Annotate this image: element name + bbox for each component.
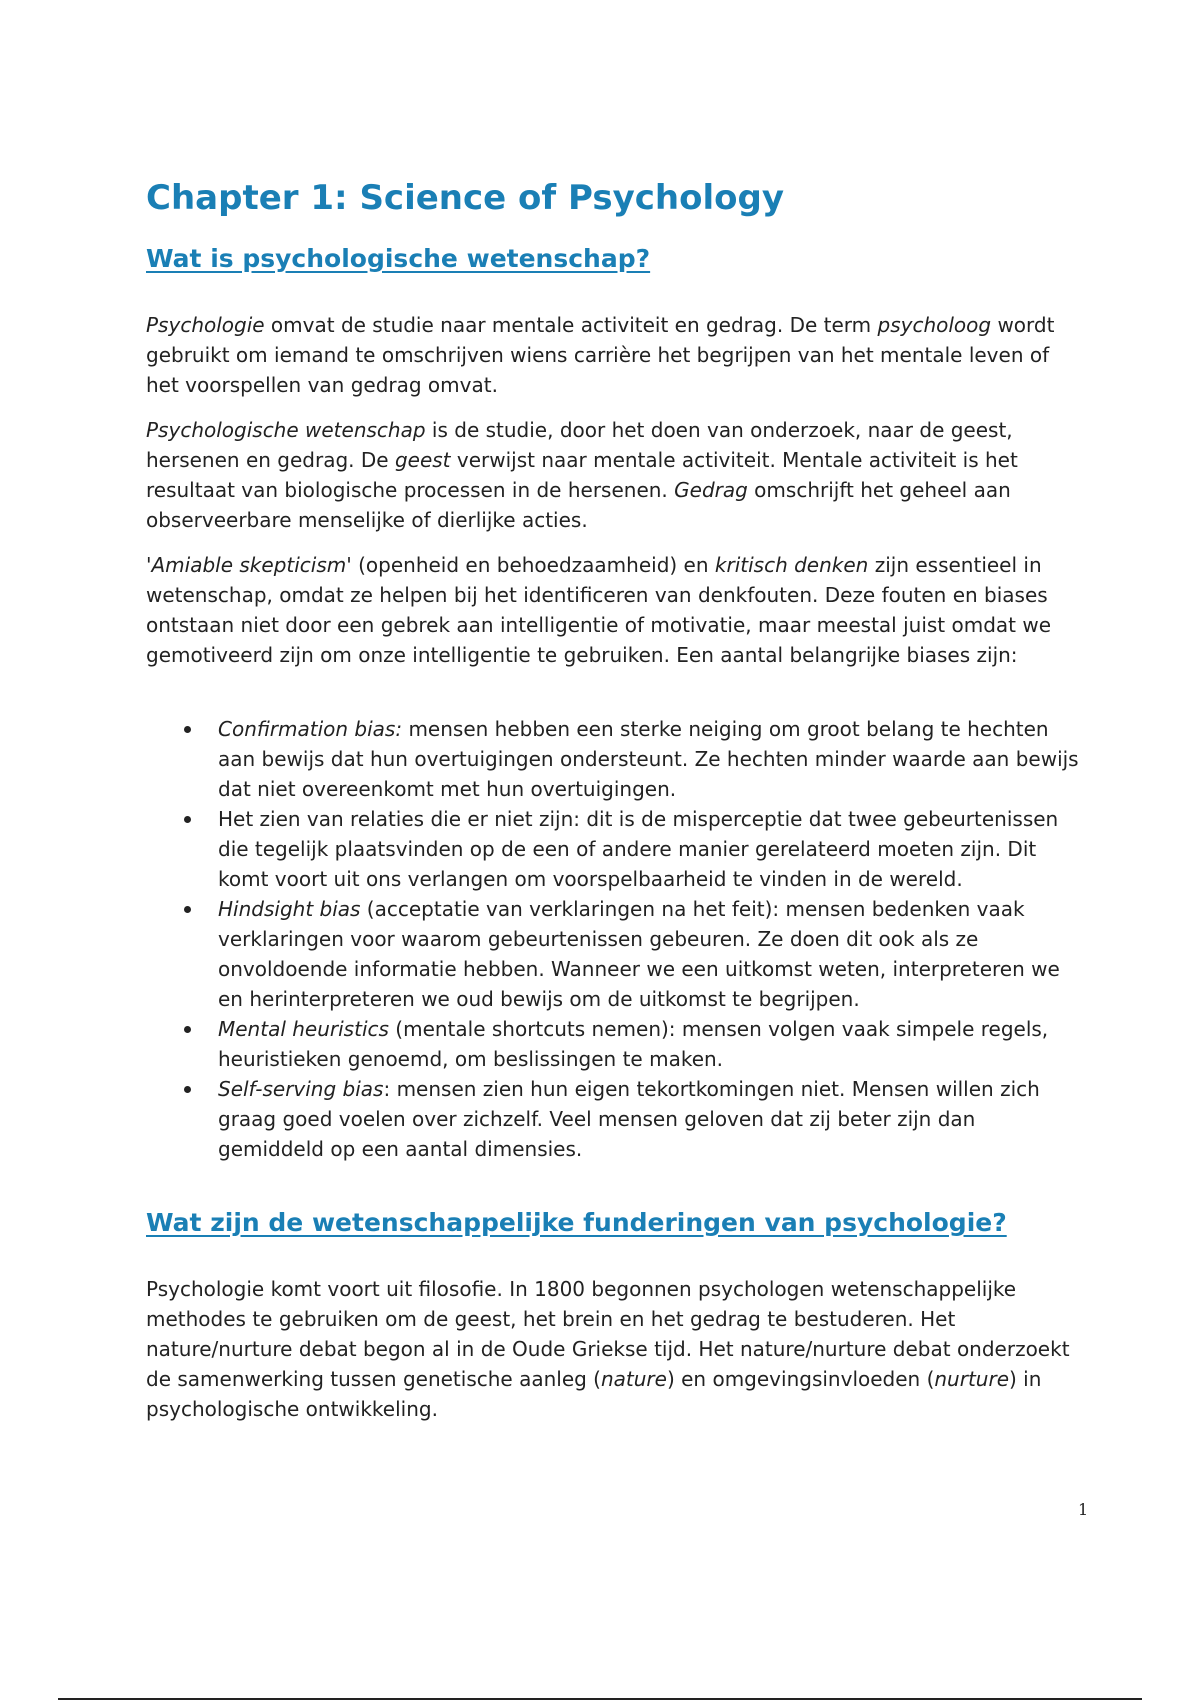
text-run: Psychologie komt voort uit filosofie. In 1800 begonnen psychologen wetenschappelijke methodes te gebruiken om de geest, het brein en het gedrag te bestuderen. Het nature/nurture debat begon al in de Oude Griekse tijd. Het nature/nurture debat onderzoekt de samenwerking tussen genetische aanleg ( xyxy=(146,1277,1070,1391)
bullet-icon xyxy=(184,816,191,823)
bullet-text: (acceptatie van verklaringen na het feit): mensen bedenken vaak verklaringen voor waarom gebeurtenissen gebeuren. Ze doen dit ook als ze onvoldoende informatie hebben. Wanneer we een uitkomst weten, interpreteren we en herinterpreteren we oud bewijs om de uitkomst te begrijpen. xyxy=(218,897,1060,1011)
list-item xyxy=(146,804,1086,894)
page-number: 1 xyxy=(1078,1500,1089,1519)
paragraph-amiable-skepticism xyxy=(146,550,1086,670)
section-heading-wetenschappelijke-funderingen: Wat zijn de wetenschappelijke funderingen van psychologie? xyxy=(146,1208,1007,1237)
bullet-text: mensen hebben een sterke neiging om groot belang te hechten aan bewijs dat hun overtuigingen ondersteunt. Ze hechten minder waarde aan bewijs dat niet overeenkomt met hun overtuigingen. xyxy=(218,717,1079,801)
paragraph-psychologie xyxy=(146,310,1086,400)
list-item xyxy=(146,894,1086,1014)
bullet-text: (mentale shortcuts nemen): mensen volgen vaak simpele regels, heuristieken genoemd, om beslissingen te maken. xyxy=(218,1017,1049,1071)
text-run: wordt gebruikt om iemand te omschrijven wiens carrière het begrijpen van het mentale leven of het voorspellen van gedrag omvat. xyxy=(146,313,1055,397)
text-run: ) in psychologische ontwikkeling. xyxy=(146,1367,1042,1421)
text-run: omschrijft het geheel aan observeerbare menselijke of dierlijke acties. xyxy=(146,478,1011,532)
term-psychologie: Psychologie xyxy=(146,313,265,337)
bullet-term: Self-serving bias xyxy=(218,1077,384,1101)
term-kritisch-denken: kritisch denken xyxy=(714,553,869,577)
list-item xyxy=(146,1074,1086,1164)
bullet-term: Mental heuristics xyxy=(218,1017,389,1041)
bullet-term: Hindsight bias xyxy=(218,897,361,921)
section-heading-psychologische-wetenschap: Wat is psychologische wetenschap? xyxy=(146,244,651,273)
text-run: ) en omgevingsinvloeden ( xyxy=(666,1367,935,1391)
bullet-term: Confirmation bias: xyxy=(218,717,403,741)
bullet-icon xyxy=(184,1086,191,1093)
term-psycholoog: psycholoog xyxy=(877,313,992,337)
text-run: omvat de studie naar mentale activiteit en gedrag. De term xyxy=(264,313,878,337)
text-run: zijn essentieel in wetenschap, omdat ze helpen bij het identificeren van denkfouten. Deze fouten en biases ontstaan niet door een gebrek aan intelligentie of motivatie, maar meestal juist omdat we gemotiveerd zijn om onze intelligentie te gebruiken. Een aantal belangrijke biases zijn: xyxy=(146,553,1052,667)
list-item xyxy=(146,714,1086,804)
chapter-title: Chapter 1: Science of Psychology xyxy=(146,178,784,218)
term-geest: geest xyxy=(394,448,451,472)
text-run: (openheid en behoedzaamheid) en xyxy=(351,553,715,577)
term-gedrag: Gedrag xyxy=(674,478,748,502)
term-psychologische-wetenschap: Psychologische wetenschap xyxy=(146,418,426,442)
bullet-icon xyxy=(184,906,191,913)
list-item xyxy=(146,1014,1086,1074)
term-amiable-skepticism: 'Amiable skepticism' xyxy=(146,553,352,577)
bullet-icon xyxy=(184,1026,191,1033)
bullet-text: : mensen zien hun eigen tekortkomingen niet. Mensen willen zich graag goed voelen over zichzelf. Veel mensen geloven dat zij beter zijn dan gemiddeld op een aantal dimensies. xyxy=(218,1077,1040,1161)
paragraph-funderingen xyxy=(146,1274,1086,1424)
biases-list xyxy=(146,714,1086,1164)
text-run: verwijst naar mentale activiteit. Mentale activiteit is het resultaat van biologische processen in de hersenen. xyxy=(146,448,1018,502)
bullet-text: Het zien van relaties die er niet zijn: dit is de misperceptie dat twee gebeurtenissen die tegelijk plaatsvinden op de een of andere manier gerelateerd moeten zijn. Dit komt voort uit ons verlangen om voorspelbaarheid te vinden in de wereld. xyxy=(218,807,1059,891)
paragraph-psychologische-wetenschap xyxy=(146,415,1086,535)
term-nurture: nurture xyxy=(934,1367,1009,1391)
term-nature: nature xyxy=(600,1367,667,1391)
text-run: is de studie, door het doen van onderzoek, naar de geest, hersenen en gedrag. De xyxy=(146,418,1013,472)
bullet-icon xyxy=(184,726,191,733)
